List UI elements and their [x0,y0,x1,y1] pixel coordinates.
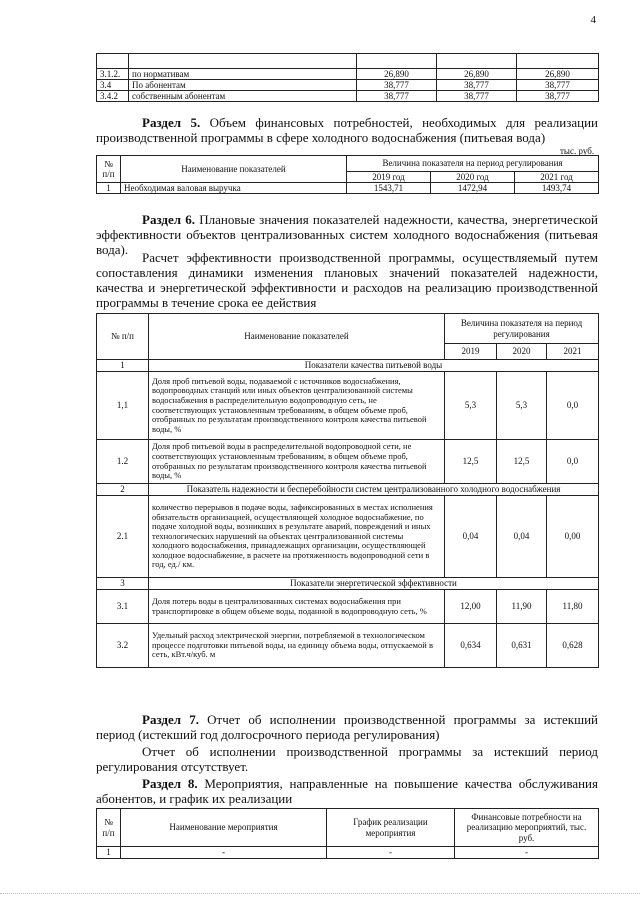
cell-num [97,54,129,69]
cell-name: Удельный расход электрической энергии, потребляемой в технологическом процессе подготовки питьевой воды, на единицу объема воды, отпускаемой в сеть, кВт.ч/куб. м [149,624,445,668]
section8-text: Мероприятия, направленные на повышение качества обслуживания абонентов, и график их реализации [96,776,598,806]
group-row [97,578,599,590]
table-row [97,372,599,440]
header-name: Наименование мероприятия [121,809,327,847]
cell-2021: 38,777 [517,80,599,91]
header-year-2021: 2021 [547,344,599,360]
cell-2021: 38,777 [517,91,599,102]
cell-2019: 38,777 [357,91,437,102]
cell-num: 3.1 [97,590,149,624]
page-number: 4 [590,14,596,26]
cell-name: - [121,847,327,859]
table-indicators [96,313,599,668]
cell-name: собственным абонентам [129,91,357,102]
section7-paragraph: Отчет об исполнении производственной программы за истекший период регулирования отсутствует. [96,744,598,774]
section8-label: Раздел 8. [142,776,198,791]
header-year-2019: 2019 год [347,172,431,183]
header-year-2021: 2021 год [515,172,599,183]
cell-num: 3.4 [97,80,129,91]
cell-2021: 0,0 [547,440,599,484]
cell-2020: 26,890 [437,69,517,80]
section7-label: Раздел 7. [142,712,199,727]
header-year-2020: 2020 [497,344,547,360]
table-continuation [96,53,599,102]
cell-2019: 38,777 [357,80,437,91]
cell-num: 1,1 [97,372,149,440]
cell-2021: 0,628 [547,624,599,668]
section6-text: Плановые значения показателей надежности, качества, энергетической эффективности объектов централизованных систем холодного водоснабжения (питьевая вода). [96,212,598,257]
cell-2021: 0,00 [547,496,599,578]
cell-2020: 0,04 [497,496,547,578]
header-schedule: График реализации мероприятия [327,809,455,847]
cell-name: по нормативам [129,69,357,80]
cell-2020: 0,631 [497,624,547,668]
cell-2021: 26,890 [517,69,599,80]
header-value: Величина показателя на период регулирования [347,156,599,172]
cell-2021: 1493,74 [515,183,599,194]
page-edge-divider [0,893,640,894]
group-row [97,484,599,496]
section5-label: Раздел 5. [142,115,201,130]
cell-schedule: - [327,847,455,859]
cell-2019 [357,54,437,69]
cell-name: Необходимая валовая выручка [121,183,347,194]
table-row [97,496,599,578]
cell-2021: 0,0 [547,372,599,440]
section8-heading [96,776,598,806]
group-num: 1 [97,360,149,372]
table-row [97,847,599,859]
table-row [97,183,599,194]
header-num: № п/п [97,314,149,360]
cell-2020: 1472,94 [431,183,515,194]
cell-2019: 12,00 [445,590,497,624]
cell-num: 1.2 [97,440,149,484]
cell-2019: 0,04 [445,496,497,578]
section5-unit: тыс. руб. [560,146,595,156]
table-row [97,54,599,69]
section6-label: Раздел 6. [142,212,196,227]
cell-name: Доля проб питьевой воды в распределительной водопроводной сети, не соответствующих установленным требованиям, в общем объеме проб, отобранных по результатам производственного контроля качества питьевой воды, % [149,440,445,484]
cell-num: 1 [97,183,121,194]
cell-2021: 11,80 [547,590,599,624]
section7-text: Отчет об исполнении производственной программы за истекший период (истекший год долгосрочного периода регулирования) [96,712,598,742]
cell-2019: 5,3 [445,372,497,440]
header-num: № п/п [97,156,121,183]
cell-num: 3.2 [97,624,149,668]
group-title: Показатель надежности и бесперебойности систем централизованного холодного водоснабжения [149,484,599,496]
header-year-2020: 2020 год [431,172,515,183]
cell-2020: 5,3 [497,372,547,440]
group-num: 3 [97,578,149,590]
cell-2019: 0,634 [445,624,497,668]
header-name: Наименование показателей [149,314,445,360]
group-num: 2 [97,484,149,496]
cell-2020: 11,90 [497,590,547,624]
section7-heading [96,712,598,742]
cell-num: 1 [97,847,121,859]
cell-name: По абонентам [129,80,357,91]
cell-2021 [517,54,599,69]
table-measures [96,808,599,859]
cell-2020: 38,777 [437,91,517,102]
group-row [97,360,599,372]
group-title: Показатели энергетической эффективности [149,578,599,590]
cell-num: 3.1.2. [97,69,129,80]
cell-name [129,54,357,69]
group-title: Показатели качества питьевой воды [149,360,599,372]
cell-2019: 26,890 [357,69,437,80]
cell-name: количество перерывов в подаче воды, зафиксированных в местах исполнения обязательств организацией, осуществляющей холодное водоснабжение, по подаче холодной воды, возникших в результате аварий, повреждений и иных технологических нарушений на объектах централизованной системы холодного водоснабжения, принадлежащих организации, осуществляющей холодное водоснабжение, в расчете на протяженность водопроводной сети в год, ед./ км. [149,496,445,578]
table-row [97,69,599,80]
cell-2020: 38,777 [437,80,517,91]
header-finance: Финансовые потребности на реализацию мероприятий, тыс. руб. [455,809,599,847]
header-value: Величина показателя на период регулирования [445,314,599,344]
header-year-2019: 2019 [445,344,497,360]
cell-2019: 12,5 [445,440,497,484]
table-row [97,91,599,102]
table-row [97,440,599,484]
table-row [97,590,599,624]
header-name: Наименование показателей [121,156,347,183]
header-num: № п/п [97,809,121,847]
cell-num: 3.4.2 [97,91,129,102]
table-financial-needs [96,155,599,194]
cell-num: 2.1 [97,496,149,578]
cell-finance: - [455,847,599,859]
table-row [97,80,599,91]
cell-2020: 12,5 [497,440,547,484]
table-row [97,624,599,668]
cell-2019: 1543,71 [347,183,431,194]
section5-text: Объем финансовых потребностей, необходимых для реализации производственной программы в сфере холодного водоснабжения (питьевая вода) [96,115,598,145]
section5-heading [96,115,598,145]
cell-name: Доля потерь воды в централизованных системах водоснабжения при транспортировке в общем объеме воды, поданной в водопроводную сеть, % [149,590,445,624]
cell-name: Доля проб питьевой воды, подаваемой с источников водоснабжения, водопроводных станций или иных объектов централизованной системы водоснабжения в распределительную водопроводную сеть, не соответствующих установленным требованиям, в общем объеме проб, отобранных по результатам производственного контроля качества питьевой воды, % [149,372,445,440]
section6-paragraph: Расчет эффективности производственной программы, осуществляемый путем сопоставления динамики изменения плановых значений показателей надежности, качества и энергетической эффективности и расходов на реализацию производственной программы в течение срока ее действия [96,250,598,310]
cell-2020 [437,54,517,69]
